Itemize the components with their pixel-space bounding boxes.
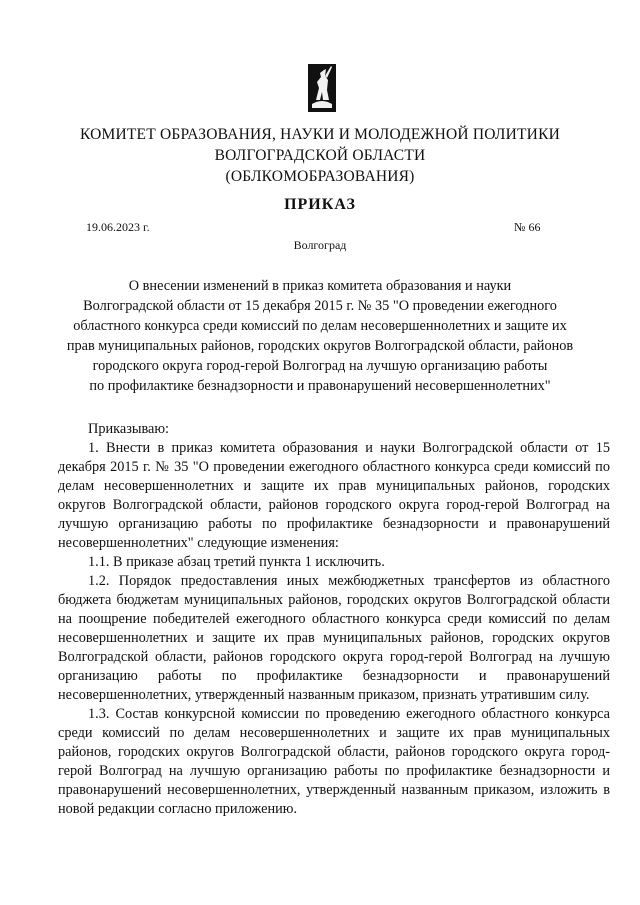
paragraph-1: 1. Внести в приказ комитета образования и науки Волгоградской области от 15 декабря 2015 г. № 35 "О проведении ежегодного областного конкурса среди комиссий по делам несовершеннолетних и защите их прав муниципальных районов, городских округов Волгоградской области, районов городского округа город-герой Волгоград на лучшую организацию работы по профилактике безнадзорности и правонарушений несовершеннолетних" следующие изменения: xyxy=(58,440,610,551)
order-subject xyxy=(60,276,580,396)
subject-line: Волгоградской области от 15 декабря 2015 г. № 35 "О проведении ежегодного xyxy=(83,298,557,314)
order-date: 19.06.2023 г. xyxy=(86,220,150,234)
subject-line: по профилактике безнадзорности и правонарушений несовершеннолетних" xyxy=(89,378,551,394)
volgograd-emblem-icon xyxy=(308,64,336,112)
order-number: № 66 xyxy=(514,220,541,234)
org-name-line-1: КОМИТЕТ ОБРАЗОВАНИЯ, НАУКИ И МОЛОДЕЖНОЙ ПОЛИТИКИ xyxy=(79,126,561,143)
paragraph-1-1: 1.1. В приказе абзац третий пункта 1 исключить. xyxy=(88,554,385,570)
paragraph-1-3: 1.3. Состав конкурсной комиссии по проведению ежегодного областного конкурса среди комиссий по делам несовершеннолетних и защите их прав муниципальных районов, городских округов Волгоградской области, районов городского округа город-герой Волгоград на лучшую организацию работы по профилактике безнадзорности и правонарушений несовершеннолетних, утвержденный названным приказом, изложить в новой редакции согласно приложению. xyxy=(58,706,610,817)
order-city: Волгоград xyxy=(293,238,347,252)
body-lead: Приказываю: xyxy=(88,421,170,437)
subject-line: городского округа город-герой Волгоград на лучшую организацию работы xyxy=(92,358,548,374)
paragraph-1-2: 1.2. Порядок предоставления иных межбюджетных трансфертов из областного бюджета бюджетам муниципальных районов, городских округов Волгоградской области на поощрение победителей ежегодного областного конкурса среди комиссий по делам несовершеннолетних и защите их прав муниципальных районов, городских округов Волгоградской области, районов городского округа город-герой Волгоград на лучшую организацию работы по профилактике безнадзорности и правонарушений несовершеннолетних, утвержденный названным приказом, признать утратившим силу. xyxy=(58,573,610,703)
org-name-line-3: (ОБЛКОМОБРАЗОВАНИЯ) xyxy=(225,168,415,185)
order-body xyxy=(58,420,610,819)
org-name-line-2: ВОЛГОГРАДСКОЙ ОБЛАСТИ xyxy=(214,147,426,164)
subject-line: областного конкурса среди комиссий по делам несовершеннолетних и защите их xyxy=(73,318,567,334)
subject-line: О внесении изменений в приказ комитета образования и науки xyxy=(128,278,512,294)
document-title: ПРИКАЗ xyxy=(284,196,356,213)
subject-line: прав муниципальных районов, городских округов Волгоградской области, районов xyxy=(66,338,574,354)
